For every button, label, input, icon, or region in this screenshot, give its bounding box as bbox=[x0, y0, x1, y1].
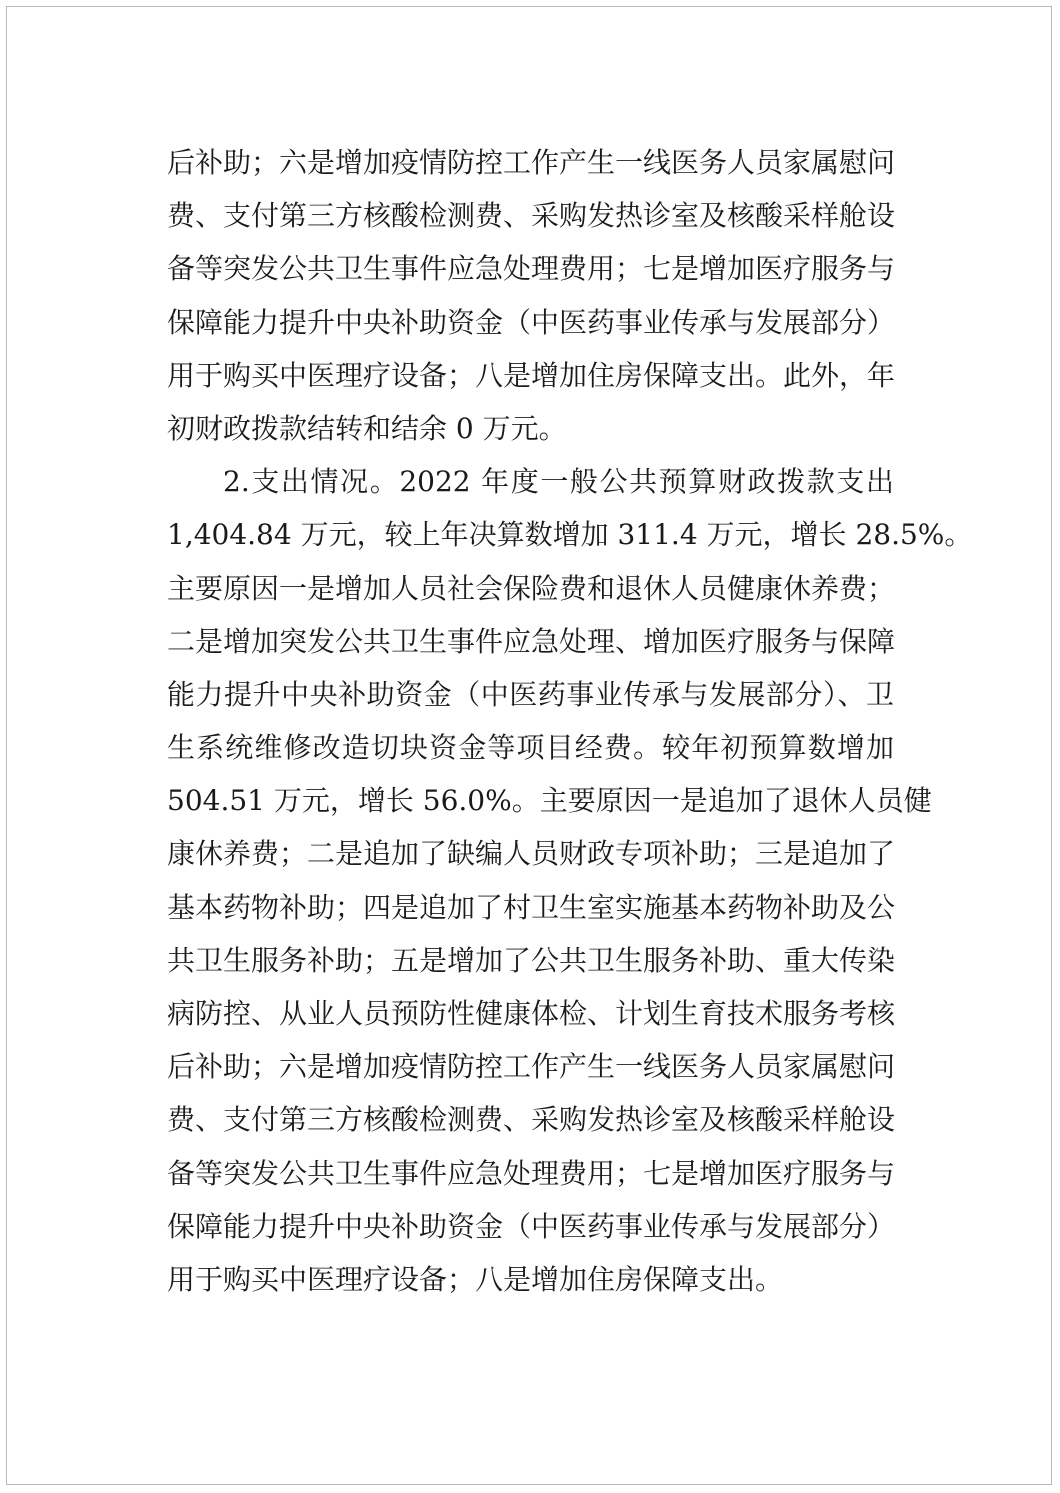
text-line: 初财政拨款结转和结余 0 万元。 bbox=[167, 411, 567, 445]
text-line: 主要原因一是增加人员社会保险费和退休人员健康休养费； bbox=[167, 571, 896, 605]
text-line: 费、支付第三方核酸检测费、采购发热诊室及核酸采样舱设 bbox=[167, 199, 896, 233]
text-line: 康休养费；二是追加了缺编人员财政专项补助；三是追加了 bbox=[167, 837, 896, 871]
text-line: 生系统维修改造切块资金等项目经费。较年初预算数增加 bbox=[167, 731, 894, 765]
text-line: 备等突发公共卫生事件应急处理费用；七是增加医疗服务与 bbox=[167, 252, 896, 286]
text-line: 基本药物补助；四是追加了村卫生室实施基本药物补助及公 bbox=[167, 890, 896, 924]
paragraph-expenditure bbox=[167, 455, 973, 1306]
text-line: 保障能力提升中央补助资金（中医药事业传承与发展部分） bbox=[167, 305, 896, 339]
paragraph-continued bbox=[167, 136, 894, 455]
text-line: 共卫生服务补助；五是增加了公共卫生服务补助、重大传染 bbox=[167, 943, 896, 977]
paragraph-heading-line: 2.支出情况。2022 年度一般公共预算财政拨款支出 bbox=[223, 465, 894, 499]
text-line: 504.51 万元，增长 56.0%。主要原因一是追加了退休人员健 bbox=[167, 784, 932, 818]
text-line: 二是增加突发公共卫生事件应急处理、增加医疗服务与保障 bbox=[167, 624, 896, 658]
text-line: 用于购买中医理疗设备；八是增加住房保障支出。 bbox=[167, 1262, 784, 1296]
text-line: 能力提升中央补助资金（中医药事业传承与发展部分）、卫 bbox=[167, 677, 894, 711]
text-line: 保障能力提升中央补助资金（中医药事业传承与发展部分） bbox=[167, 1209, 896, 1243]
text-line: 备等突发公共卫生事件应急处理费用；七是增加医疗服务与 bbox=[167, 1156, 896, 1190]
text-line: 用于购买中医理疗设备；八是增加住房保障支出。此外，年 bbox=[167, 358, 896, 392]
text-line: 后补助；六是增加疫情防控工作产生一线医务人员家属慰问 bbox=[167, 1050, 896, 1084]
text-line: 后补助；六是增加疫情防控工作产生一线医务人员家属慰问 bbox=[167, 146, 896, 179]
text-line: 病防控、从业人员预防性健康体检、计划生育技术服务考核 bbox=[167, 997, 896, 1030]
text-line: 1,404.84 万元，较上年决算数增加 311.4 万元，增长 28.5%。 bbox=[167, 518, 973, 552]
text-line: 费、支付第三方核酸检测费、采购发热诊室及核酸采样舱设 bbox=[167, 1103, 896, 1137]
document-body bbox=[167, 136, 973, 1306]
